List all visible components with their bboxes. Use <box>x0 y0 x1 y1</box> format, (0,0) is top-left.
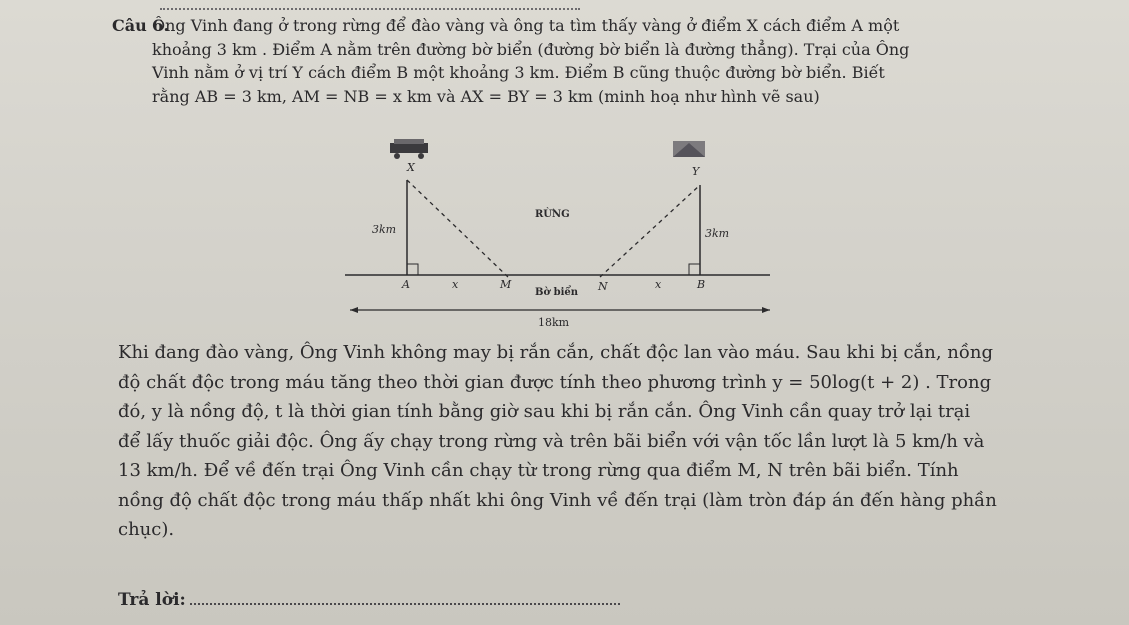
answer-label: Trả lời: <box>118 590 186 610</box>
top-dotted-line <box>160 0 580 10</box>
label-18km: 18km <box>538 316 570 329</box>
path-ny <box>600 185 700 277</box>
label-y-point: Y <box>692 165 700 178</box>
label-x-right: x <box>655 278 662 291</box>
right-angle-a <box>407 264 418 275</box>
problem-body <box>118 338 1118 545</box>
question-line: rằng AB = 3 km, AM = NB = x km và AX = BY = 3 km (minh hoạ như hình vẽ sau) <box>152 86 820 106</box>
question-number: Câu 6. <box>112 16 170 35</box>
label-n-point: N <box>598 280 608 293</box>
label-a-point: A <box>402 278 410 291</box>
label-x-point: X <box>407 161 415 174</box>
question-line: Ông Vinh đang ở trong rừng để đào vàng và ông ta tìm thấy vàng ở điểm X cách điểm A một <box>152 16 900 35</box>
body-line: chục). <box>118 519 175 540</box>
body-line: đó, y là nồng độ, t là thời gian tính bằng giờ sau khi bị rắn cắn. Ông Vinh cần quay trở lại trại <box>118 401 971 422</box>
coast-diagram <box>330 135 780 335</box>
question-block <box>112 14 1122 108</box>
label-3km-right: 3km <box>705 227 730 240</box>
body-line: độ chất độc trong máu tăng theo thời gian được tính theo phương trình y = 50log(t + 2) . Trong <box>118 371 992 393</box>
label-3km-left: 3km <box>372 223 397 236</box>
answer-row <box>118 590 620 610</box>
label-m-point: M <box>500 278 512 291</box>
label-coast: Bờ biển <box>535 287 579 298</box>
body-line: nồng độ chất độc trong máu thấp nhất khi ông Vinh về đến trại (làm tròn đáp án đến hàng phần <box>118 489 997 511</box>
question-line: Vinh nằm ở vị trí Y cách điểm B một khoảng 3 km. Điểm B cũng thuộc đường bờ biển. Biết <box>152 63 885 82</box>
body-line: Khi đang đào vàng, Ông Vinh không may bị rắn cắn, chất độc lan vào máu. Sau khi bị cắn, nồng <box>118 342 994 363</box>
right-angle-b <box>689 264 700 275</box>
question-line: khoảng 3 km . Điểm A nằm trên đường bờ biển (đường bờ biển là đường thẳng). Trại của Ông <box>152 39 910 59</box>
body-line: để lấy thuốc giải độc. Ông ấy chạy trong rừng và trên bãi biển với vận tốc lần lượt là 5 km/h và <box>118 430 985 452</box>
camp-icon <box>673 141 705 157</box>
label-b-point: B <box>697 278 706 291</box>
gold-cart-icon <box>390 139 428 159</box>
path-xm <box>407 180 508 277</box>
label-forest: RỪNG <box>535 209 570 220</box>
label-x-left: x <box>452 278 459 291</box>
body-line: 13 km/h. Để về đến trại Ông Vinh cần chạy từ trong rừng qua điểm M, N trên bãi biển. Tính <box>118 460 959 481</box>
question-text <box>152 14 1122 108</box>
answer-blank[interactable] <box>190 591 620 605</box>
